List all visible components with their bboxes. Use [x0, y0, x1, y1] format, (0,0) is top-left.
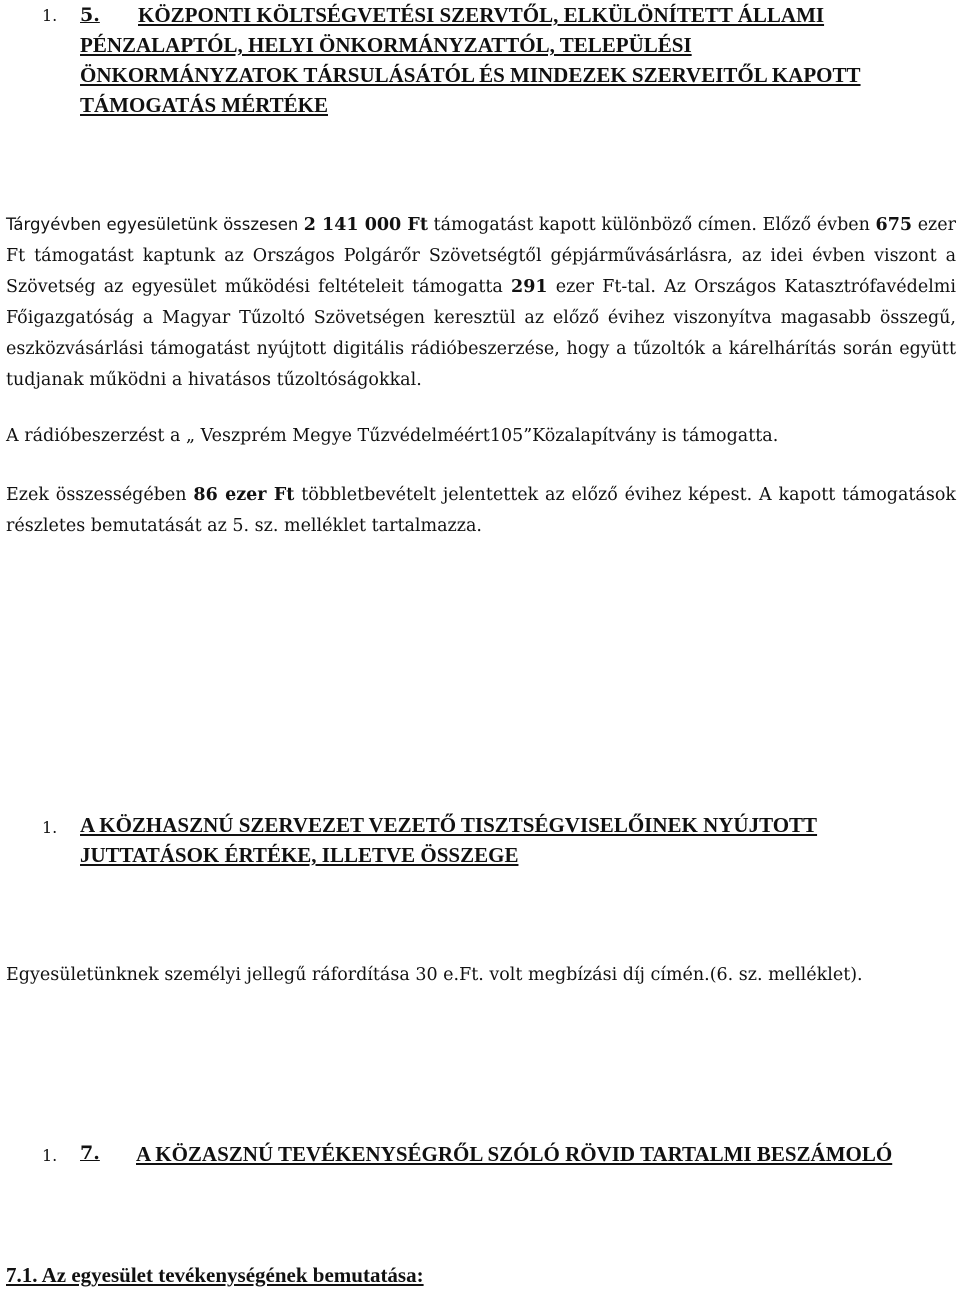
- text-run: Tárgyévben egyesületünk összesen: [6, 215, 304, 234]
- amount-previous-year: 675: [875, 215, 913, 235]
- section-5-heading: [80, 0, 960, 120]
- heading-line-2: JUTTATÁSOK ÉRTÉKE, ILLETVE ÖSSZEGE: [80, 843, 519, 867]
- section-5-paragraph-2: A rádióbeszerzést a „ Veszprém Megye Tűzvédelméért105”Közalapítvány is támogatta.: [6, 426, 779, 446]
- section-5-paragraph-1: [6, 209, 956, 396]
- text-run: támogatást kapott különböző címen. Előző évben: [427, 215, 876, 235]
- heading-line-4: TÁMOGATÁS MÉRTÉKE: [80, 93, 328, 117]
- amount-surplus: 86 ezer Ft: [193, 485, 295, 505]
- text-run: ezer Ft támogatást kaptunk az Országos Polgárőr Szövetségtől gépjárművásárlásra, az idei évben viszont a Szövetség az egyesület működési feltételeit támogatta: [6, 215, 956, 297]
- section-6-paragraph: Egyesületünknek személyi jellegű ráfordítása 30 e.Ft. volt megbízási díj címén.(6. sz. melléklet).: [6, 965, 863, 985]
- heading-line-1: A KÖZHASZNÚ SZERVEZET VEZETŐ TISZTSÉGVISELŐINEK NYÚJTOTT: [80, 813, 818, 837]
- section-number: 7.: [80, 1142, 100, 1164]
- list-number: 1.: [42, 1146, 58, 1165]
- heading-line-3: ÖNKORMÁNYZATOK TÁRSULÁSÁTÓL ÉS MINDEZEK SZERVEITŐL KAPOTT: [80, 63, 861, 87]
- amount-operating-support: 291: [511, 277, 548, 297]
- amount-total: 2 141 000 Ft: [303, 215, 428, 235]
- text-run: Ezek összességében: [6, 485, 194, 505]
- section-number: 5.: [80, 4, 100, 26]
- list-number: 1.: [42, 6, 58, 25]
- heading-line-2: PÉNZALAPTÓL, HELYI ÖNKORMÁNYZATTÓL, TELEPÜLÉSI: [80, 33, 692, 57]
- heading-line-1: KÖZPONTI KÖLTSÉGVETÉSI SZERVTŐL, ELKÜLÖNÍTETT ÁLLAMI: [138, 3, 825, 27]
- section-7-heading: A KÖZASZNÚ TEVÉKENYSÉGRŐL SZÓLÓ RÖVID TARTALMI BESZÁMOLÓ: [136, 1142, 893, 1166]
- section-6-heading: [80, 810, 950, 870]
- text-run: ezer Ft-tal. Az Országos Katasztrófavédelmi Főigazgatóság a Magyar Tűzoltó Szövetségen keresztül az előző évihez viszonyítva magasabb összegű, eszközvásárlási támogatást nyújtott digitális rádióbeszerzése, hogy a tűzoltók a kárelhárítás során együtt tudjanak működni a hivatásos tűzoltóságokkal.: [6, 277, 956, 390]
- text-run: többletbevételt jelentettek az előző évihez képest. A kapott támogatások részletes bemutatását az 5. sz. melléklet tartalmazza.: [6, 485, 956, 536]
- section-7-1-heading: 7.1. Az egyesület tevékenységének bemutatása:: [6, 1263, 424, 1287]
- list-number: 1.: [42, 818, 58, 837]
- section-5-paragraph-3: [6, 480, 956, 542]
